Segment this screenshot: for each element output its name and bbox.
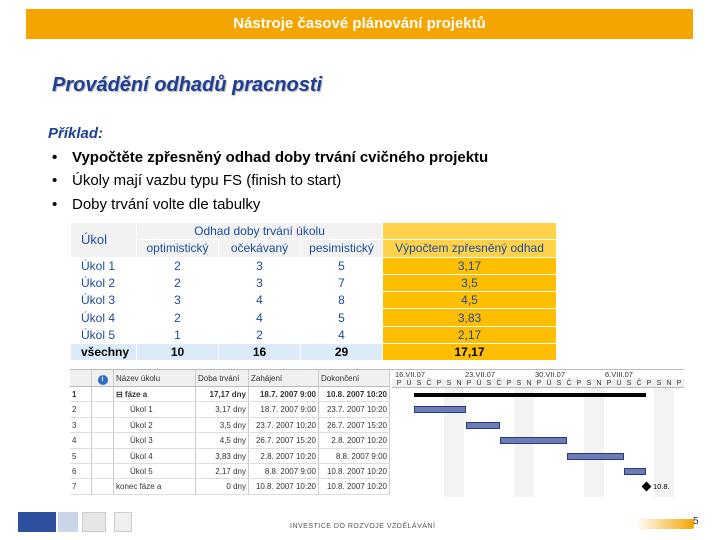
calc-value: 3,17 <box>383 257 557 274</box>
gantt-cell-start: 8.8. 2007 9:00 <box>249 464 319 478</box>
gantt-cell-finish: 23.7. 2007 10:20 <box>319 402 390 416</box>
gantt-cell-duration: 3,83 dny <box>196 449 249 463</box>
example-label: Příklad: <box>48 125 104 142</box>
day-letter: N <box>596 380 602 387</box>
total-pes: 29 <box>301 344 383 361</box>
total-calc: 17,17 <box>383 344 557 361</box>
estimate-row <box>71 292 557 309</box>
opt-value: 3 <box>137 292 219 309</box>
exp-value: 4 <box>219 292 301 309</box>
gantt-cell-duration: 4,5 dny <box>196 433 249 447</box>
week-label: 16.VII.07 <box>395 370 426 379</box>
task-bar[interactable] <box>466 422 500 429</box>
slide-header-title: Nástroje časové plánování projektů <box>233 15 486 32</box>
gantt-cell-name: Úkol 5 <box>114 464 196 478</box>
gantt-cell-id: 6 <box>70 464 92 478</box>
gantt-view <box>70 369 684 497</box>
task-bar[interactable] <box>500 437 567 444</box>
opt-value: 2 <box>137 274 219 291</box>
calc-value: 2,17 <box>383 326 557 343</box>
gantt-cell-start: 10.8. 2007 10:20 <box>249 479 319 493</box>
day-letter: Ú <box>476 380 482 387</box>
calc-value: 4,5 <box>383 292 557 309</box>
eu-flag-icon <box>58 512 78 532</box>
day-letter: S <box>486 380 492 387</box>
gantt-row[interactable] <box>70 418 390 433</box>
bullet-2: • Úkoly mají vazbu typu FS (finish to start) <box>52 172 342 189</box>
gantt-cell-id: 2 <box>70 402 92 416</box>
gantt-cell-finish: 10.8. 2007 10:20 <box>319 479 390 493</box>
info-icon: i <box>92 370 114 386</box>
week-label: 6.VIII.07 <box>605 370 633 379</box>
gantt-cell-finish: 8.8. 2007 9:00 <box>319 449 390 463</box>
gantt-cell-finish: 10.8. 2007 10:20 <box>319 387 390 401</box>
group-header: Odhad doby trvání úkolu <box>137 223 383 240</box>
estimate-row <box>71 274 557 291</box>
pes-value: 5 <box>301 257 383 274</box>
gantt-row[interactable] <box>70 449 390 464</box>
estimate-row <box>71 326 557 343</box>
gantt-cell-id: 5 <box>70 449 92 463</box>
gantt-cell-indicator <box>92 418 114 432</box>
day-letter: Ú <box>546 380 552 387</box>
gantt-col-duration: Doba trvání <box>196 370 249 386</box>
day-letter: P <box>606 380 612 387</box>
exp-value: 2 <box>219 326 301 343</box>
day-letter: N <box>526 380 532 387</box>
estimate-table <box>70 222 557 361</box>
gantt-row[interactable] <box>70 402 390 417</box>
total-label: všechny <box>71 344 137 361</box>
gantt-row[interactable] <box>70 387 390 402</box>
bullet-1: • Vypočtěte zpřesněný odhad doby trvání cvičného projektu <box>52 148 489 166</box>
day-letter: Ú <box>406 380 412 387</box>
day-letter: S <box>416 380 422 387</box>
project-logo-icon <box>636 516 696 532</box>
day-letter: S <box>626 380 632 387</box>
task-name: Úkol 2 <box>71 274 137 291</box>
gantt-cell-duration: 3,5 dny <box>196 418 249 432</box>
day-letter: Č <box>636 380 642 387</box>
gantt-header-row <box>70 370 390 387</box>
gantt-cell-finish: 2.8. 2007 10:20 <box>319 433 390 447</box>
calc-value: 3,5 <box>383 274 557 291</box>
summary-bar[interactable] <box>414 393 646 397</box>
milestone-icon[interactable] <box>642 482 652 492</box>
task-name: Úkol 4 <box>71 309 137 326</box>
day-letter: Ú <box>616 380 622 387</box>
footer-text: INVESTICE DO ROZVOJE VZDĚLÁVÁNÍ <box>290 523 436 530</box>
gantt-cell-indicator <box>92 479 114 493</box>
day-letter: N <box>456 380 462 387</box>
day-letter: P <box>676 380 682 387</box>
gantt-col-start: Zahájení <box>249 370 319 386</box>
total-row <box>71 344 557 361</box>
exp-value: 3 <box>219 257 301 274</box>
total-opt: 10 <box>137 344 219 361</box>
weekend-shading <box>444 388 464 497</box>
week-label: 30.VII.07 <box>535 370 566 379</box>
title-bar <box>26 9 693 39</box>
pes-value: 4 <box>301 326 383 343</box>
gantt-col-finish: Dokončení <box>319 370 390 386</box>
opt-value: 2 <box>137 257 219 274</box>
week-label: 23.VII.07 <box>465 370 496 379</box>
day-letter: P <box>646 380 652 387</box>
day-letter: N <box>666 380 672 387</box>
slide-heading: Provádění odhadů pracnosti <box>52 74 323 96</box>
weekend-shading <box>584 388 604 497</box>
gantt-cell-indicator <box>92 387 114 401</box>
day-letter: S <box>556 380 562 387</box>
col-expected: očekávaný <box>219 240 301 257</box>
col-task-header: Úkol <box>71 223 137 258</box>
gantt-cell-id: 3 <box>70 418 92 432</box>
estimate-row <box>71 309 557 326</box>
gantt-cell-id: 1 <box>70 387 92 401</box>
gantt-row[interactable] <box>70 433 390 448</box>
gantt-cell-duration: 2,17 dny <box>196 464 249 478</box>
gantt-cell-indicator <box>92 449 114 463</box>
gantt-cell-duration: 0 dny <box>196 479 249 493</box>
esf-logo-icon <box>18 512 56 532</box>
gantt-cell-start: 18.7. 2007 9:00 <box>249 402 319 416</box>
op-logo-icon <box>114 512 132 532</box>
exp-value: 4 <box>219 309 301 326</box>
gantt-cell-duration: 17,17 dny <box>196 387 249 401</box>
day-letter: Č <box>426 380 432 387</box>
msmt-logo-icon <box>82 512 106 532</box>
task-bar[interactable] <box>624 468 646 475</box>
gantt-cell-finish: 26.7. 2007 15:20 <box>319 418 390 432</box>
gantt-cell-name: Úkol 4 <box>114 449 196 463</box>
day-letter: P <box>506 380 512 387</box>
gantt-cell-indicator <box>92 464 114 478</box>
day-letter: P <box>436 380 442 387</box>
gantt-col-name: Název úkolu <box>114 370 196 386</box>
gantt-cell-name: ⊟ fáze a <box>114 387 196 401</box>
opt-value: 1 <box>137 326 219 343</box>
gantt-row[interactable] <box>70 479 390 494</box>
gantt-col-id <box>70 370 92 386</box>
day-letter: S <box>446 380 452 387</box>
exp-value: 3 <box>219 274 301 291</box>
gantt-task-grid <box>70 370 390 497</box>
task-name: Úkol 1 <box>71 257 137 274</box>
day-letter: P <box>466 380 472 387</box>
day-letter: P <box>536 380 542 387</box>
gantt-day-scale <box>392 379 684 388</box>
task-bar[interactable] <box>414 406 466 413</box>
task-name: Úkol 5 <box>71 326 137 343</box>
gantt-cell-indicator <box>92 433 114 447</box>
intro-text <box>48 122 488 216</box>
total-exp: 16 <box>219 344 301 361</box>
col-calculated: Výpočtem zpřesněný odhad <box>383 240 557 257</box>
task-bar[interactable] <box>567 453 624 460</box>
day-letter: S <box>656 380 662 387</box>
milestone-label: 10.8. <box>653 482 670 492</box>
gantt-cell-indicator <box>92 402 114 416</box>
bullet-3: • Doby trvání volte dle tabulky <box>52 195 261 213</box>
gantt-row[interactable] <box>70 464 390 479</box>
col-pessimistic: pesimistický <box>301 240 383 257</box>
day-letter: S <box>516 380 522 387</box>
pes-value: 5 <box>301 309 383 326</box>
gantt-cell-start: 2.8. 2007 10:20 <box>249 449 319 463</box>
gantt-cell-name: Úkol 1 <box>114 402 196 416</box>
pes-value: 7 <box>301 274 383 291</box>
gantt-cell-start: 26.7. 2007 15:20 <box>249 433 319 447</box>
weekend-shading <box>654 388 674 497</box>
gantt-cell-name: konec fáze a <box>114 479 196 493</box>
estimate-row <box>71 257 557 274</box>
gantt-cell-name: Úkol 2 <box>114 418 196 432</box>
calc-value: 3,83 <box>383 309 557 326</box>
col-optimistic: optimistický <box>137 240 219 257</box>
pes-value: 8 <box>301 292 383 309</box>
gantt-cell-start: 23.7. 2007 10:20 <box>249 418 319 432</box>
day-letter: Č <box>496 380 502 387</box>
gantt-cell-id: 4 <box>70 433 92 447</box>
page-number: 5 <box>693 516 699 527</box>
gantt-cell-name: Úkol 3 <box>114 433 196 447</box>
day-letter: S <box>586 380 592 387</box>
day-letter: P <box>576 380 582 387</box>
gantt-cell-duration: 3,17 dny <box>196 402 249 416</box>
gantt-chart <box>392 370 684 497</box>
task-name: Úkol 3 <box>71 292 137 309</box>
day-letter: P <box>396 380 402 387</box>
gantt-cell-id: 7 <box>70 479 92 493</box>
gantt-cell-start: 18.7. 2007 9:00 <box>249 387 319 401</box>
opt-value: 2 <box>137 309 219 326</box>
day-letter: Č <box>566 380 572 387</box>
gantt-cell-finish: 10.8. 2007 10:20 <box>319 464 390 478</box>
